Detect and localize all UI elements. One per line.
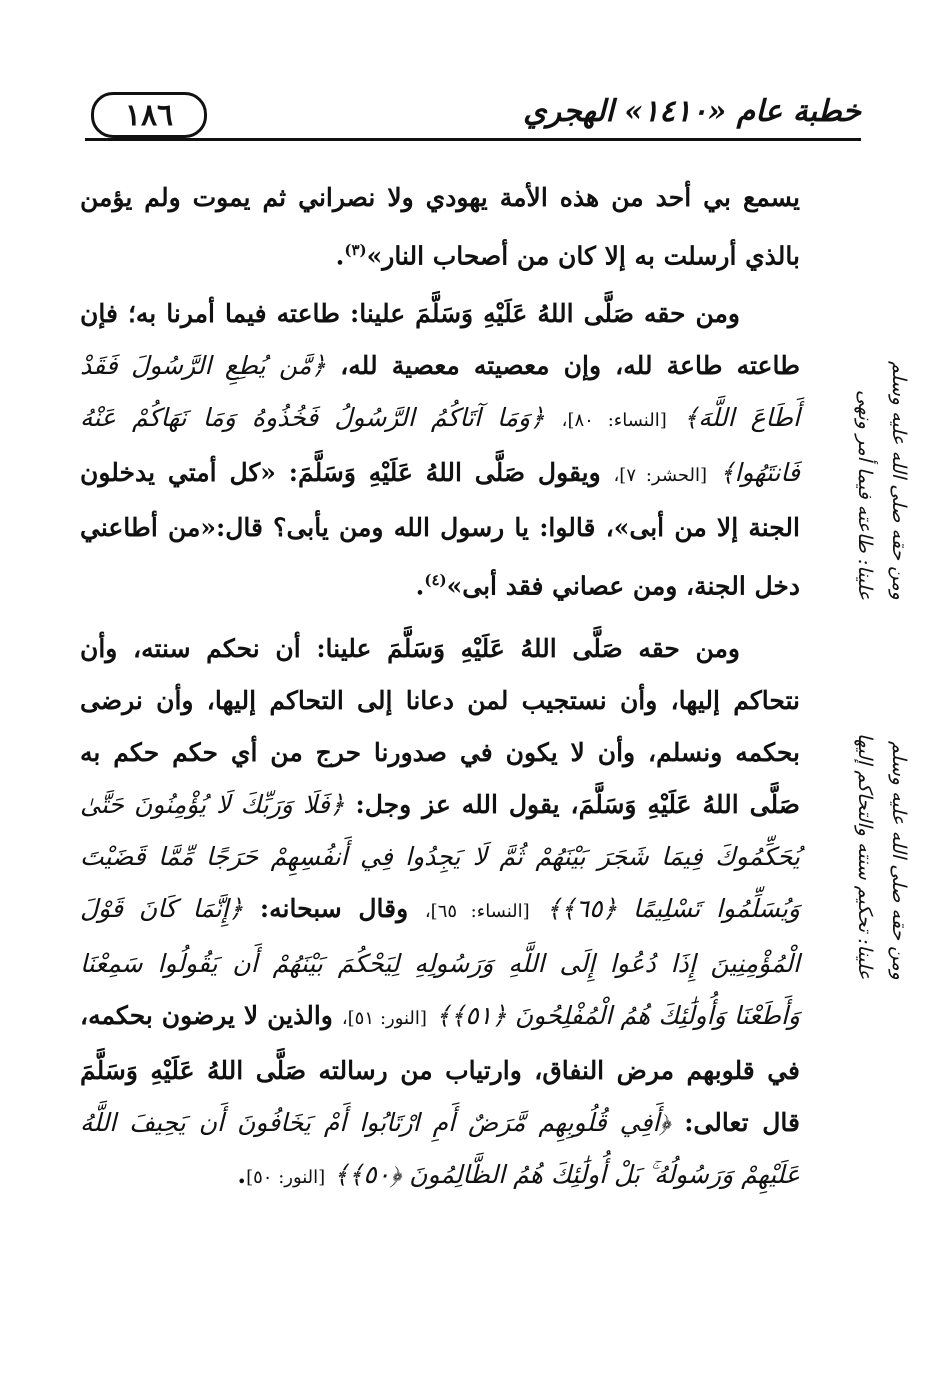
text-run: وقال سبحانه: [259, 893, 409, 923]
verse-reference: [النساء: ٨٠]، [561, 410, 667, 432]
margin-note-arbitration [848, 680, 916, 980]
hadith-quote: «كل أمتي يدخلون الجنة إلا من أبى»، [80, 458, 800, 543]
text-run: . [415, 571, 425, 601]
body-text [80, 172, 800, 1204]
footnote-marker[interactable]: (٤) [424, 571, 447, 590]
verse-reference: [النور: ٥٠] [246, 1166, 326, 1188]
paragraph-3 [80, 623, 800, 1204]
quran-verse: ﴿مَّن يُطِعِ الرَّسُولَ فَقَدْ أَطَاعَ اللَّهَ﴾ [80, 351, 800, 433]
text-run: يسمع بي أحد من هذه الأمة يهودي ولا نصراني ثم يموت ولم يؤمن بالذي أرسلت به إلا كان من أصحاب النار» [80, 183, 800, 271]
quran-verse: ﴿فَلَا وَرَبِّكَ لَا يُؤْمِنُونَ حَتَّىٰ يُحَكِّمُوكَ فِيمَا شَجَرَ بَيْنَهُمْ ثُمَّ لَا يَجِدُوا فِي أَنفُسِهِمْ حَرَجًا مِّمَّا قَضَيْتَ وَيُسَلِّمُوا تَسْلِيمًا ﴿٦٥﴾﴾ [80, 789, 800, 923]
page-header [85, 86, 861, 140]
quran-verse: ﴿أَفِي قُلُوبِهِم مَّرَضٌ أَمِ ارْتَابُوا أَمْ يَخَافُونَ أَن يَحِيفَ اللَّهُ عَلَيْهِمْ وَرَسُولُهُ ۚ بَلْ أُولَٰئِكَ هُمُ الظَّالِمُونَ ﴿٥٠﴾﴾ [80, 1107, 800, 1189]
text-run: ومن حقه صَلَّى اللهُ عَلَيْهِ وَسَلَّمَ علينا: أن نحكم سنته، وأن نتحاكم إليها، وأن نستجيب لمن دعانا إلى التحاكم إليها، وأن نرضى بحكمه ونسلم، وأن لا يكون في صدورنا حرج من أي حكم حكم به صَلَّى اللهُ عَلَيْهِ وَسَلَّمَ، يقول الله عز وجل: [80, 633, 801, 819]
verse-reference: [الحشر: ٧]، [613, 465, 708, 487]
spacer [80, 613, 800, 623]
page-number: ١٨٦ [91, 92, 207, 138]
quran-verse: ﴿وَمَا آتَاكُمُ الرَّسُولُ فَخُذُوهُ وَمَا نَهَاكُمْ عَنْهُ فَانتَهُوا﴾ [80, 403, 800, 488]
footnote-marker[interactable]: (٣) [344, 241, 367, 259]
hadith-quote: «من أطاعني دخل الجنة، ومن عصاني فقد أبى» [80, 513, 800, 601]
margin-note-line: علينا: طاعته فيما أمر ونهى [854, 389, 876, 600]
running-title: خطبة عام «١٤١٠» الهجري [523, 94, 861, 129]
header-rule [85, 138, 861, 141]
margin-note-line: ومن حقه صلى الله عليه وسلم [888, 361, 910, 600]
text-run: . [335, 241, 345, 271]
margin-note-line: ومن حقه صلى الله عليه وسلم [888, 741, 910, 980]
text-run: . [237, 1159, 247, 1189]
quran-verse: ﴿إِنَّمَا كَانَ قَوْلَ الْمُؤْمِنِينَ إِذَا دُعُوا إِلَى اللَّهِ وَرَسُولِهِ لِيَحْكُمَ بَيْنَهُمْ أَن يَقُولُوا سَمِعْنَا وَأَطَعْنَا وَأُولَٰئِكَ هُمُ الْمُفْلِحُونَ ﴿٥١﴾﴾ [80, 893, 801, 1030]
text-run: والذين لا يرضون بحكمه، في قلوبهم مرض النفاق، وارتياب من رسالته صَلَّى اللهُ عَلَيْهِ وَسَلَّمَ قال تعالى: [80, 1000, 800, 1137]
paragraph-2 [80, 288, 800, 612]
margin-note-obedience [848, 300, 916, 600]
margin-note-line: علينا: تحكيم سنته والتحاكم إليها [854, 733, 876, 980]
verse-reference: [النساء: ٦٥]، [424, 900, 530, 922]
paragraph-1 [80, 172, 800, 282]
text-run: ويقول صَلَّى اللهُ عَلَيْهِ وَسَلَّمَ: [288, 458, 601, 488]
verse-reference: [النور: ٥١]، [341, 1007, 427, 1029]
text-run: ومن حقه صَلَّى اللهُ عَلَيْهِ وَسَلَّمَ علينا: طاعته فيما أمرنا به؛ فإن طاعته طاعة لله، وإن معصيته معصية لله، [80, 299, 800, 381]
text-run: قالوا: يا رسول الله ومن يأبى؟ قال: [216, 513, 596, 543]
